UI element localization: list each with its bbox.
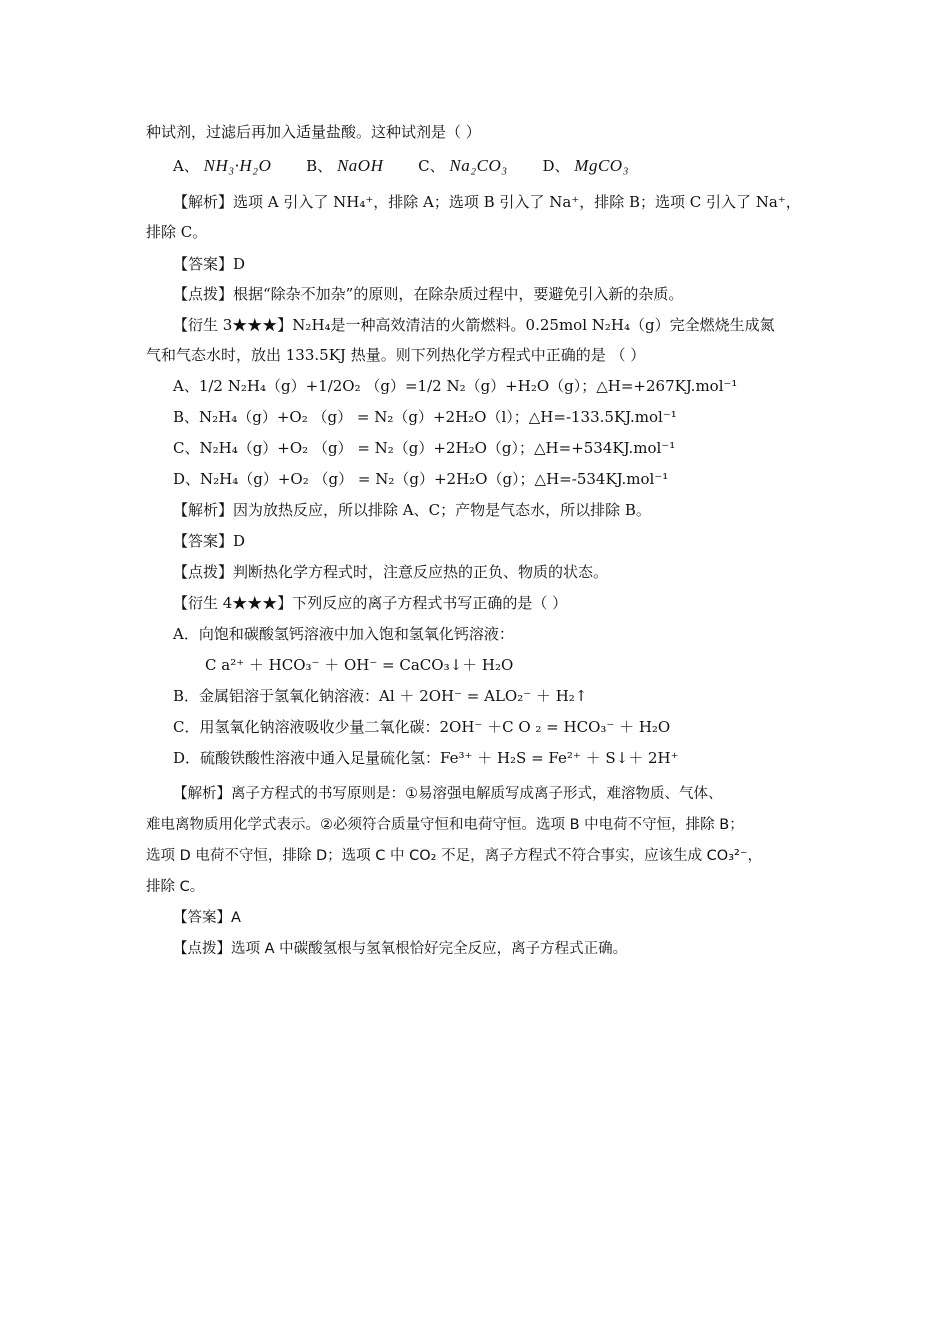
q4-analysis-line-2: 难电离物质用化学式表示。②必须符合质量守恒和电荷守恒。选项 B 中电荷不守恒，排除 B； (146, 817, 744, 833)
q4-answer: 【答案】A (173, 910, 241, 926)
q2-stem-continuation: 种试剂，过滤后再加入适量盐酸。这种试剂是（ ） (146, 123, 481, 141)
q4-analysis-line-3: 选项 D 电荷不守恒，排除 D；选项 C 中 CO₂ 不足，离子方程式不符合事实，应该生成 CO₃²⁻， (146, 848, 762, 864)
q4-analysis-line-1: 【解析】离子方程式的书写原则是：①易溶强电解质写成离子形式，难溶物质、气体、 (173, 786, 723, 802)
q4-tip: 【点拨】选项 A 中碳酸氢根与氢氧根恰好完全反应，离子方程式正确。 (173, 941, 628, 957)
q4-option-a-equation: C a²⁺ ＋ HCO₃⁻ ＋ OH⁻ = CaCO₃↓＋ H₂O (205, 656, 514, 674)
q2-option-d: D、 MgCO₃ (542, 156, 629, 175)
q2-options (173, 156, 804, 176)
q2-option-c: C、 Na₂CO₃ (418, 156, 508, 175)
q2-option-a: A、 NH₃·H₂O (173, 156, 272, 175)
q2-answer: 【答案】D (173, 255, 246, 273)
q4-option-a-text: A．向饱和碳酸氢钙溶液中加入饱和氢氧化钙溶液： (173, 625, 514, 643)
q3-option-d: D、N₂H₄（g）+O₂ （g） = N₂（g）+2H₂O（g）；△H=-534KJ.mol⁻¹ (173, 470, 669, 488)
q3-option-b: B、N₂H₄（g）+O₂ （g） = N₂（g）+2H₂O（l）；△H=-133.5KJ.mol⁻¹ (173, 408, 677, 426)
q3-option-a: A、1/2 N₂H₄（g）+1/2O₂ （g）=1/2 N₂（g）+H₂O（g）；△H=+267KJ.mol⁻¹ (173, 377, 738, 395)
q3-option-c: C、N₂H₄（g）+O₂ （g） = N₂（g）+2H₂O（g）；△H=+534KJ.mol⁻¹ (173, 439, 676, 457)
q4-option-c: C．用氢氧化钠溶液吸收少量二氧化碳：2OH⁻ ＋C O ₂ = HCO₃⁻ ＋ H₂O (173, 718, 671, 736)
q3-stem-line-1: 【衍生 3★★★】N₂H₄是一种高效清洁的火箭燃料。0.25mol N₂H₄（g）完全燃烧生成氮 (173, 316, 775, 334)
q4-option-b: B．金属铝溶于氢氧化钠溶液：Al ＋ 2OH⁻ = ALO₂⁻ ＋ H₂↑ (173, 687, 588, 705)
q4-option-d: D．硫酸铁酸性溶液中通入足量硫化氢：Fe³⁺ ＋ H₂S = Fe²⁺ ＋ S↓＋ 2H⁺ (173, 749, 679, 767)
q2-analysis-line-1: 【解析】选项 A 引入了 NH₄⁺，排除 A；选项 B 引入了 Na⁺，排除 B；选项 C 引入了 Na⁺， (173, 193, 801, 211)
q2-option-b: B、 NaOH (306, 156, 384, 175)
q3-stem-line-2: 气和气态水时，放出 133.5KJ 热量。则下列热化学方程式中正确的是 （ ） (146, 346, 646, 364)
q4-analysis-line-4: 排除 C。 (146, 879, 205, 895)
q4-stem: 【衍生 4★★★】下列反应的离子方程式书写正确的是（ ） (173, 594, 568, 612)
q3-answer: 【答案】D (173, 532, 246, 550)
q3-tip: 【点拨】判断热化学方程式时，注意反应热的正负、物质的状态。 (173, 563, 609, 581)
q3-analysis: 【解析】因为放热反应，所以排除 A、C；产物是气态水，所以排除 B。 (173, 501, 651, 519)
q2-tip: 【点拨】根据“除杂不加杂”的原则，在除杂质过程中，要避免引入新的杂质。 (173, 285, 684, 303)
q2-analysis-line-2: 排除 C。 (146, 223, 208, 241)
